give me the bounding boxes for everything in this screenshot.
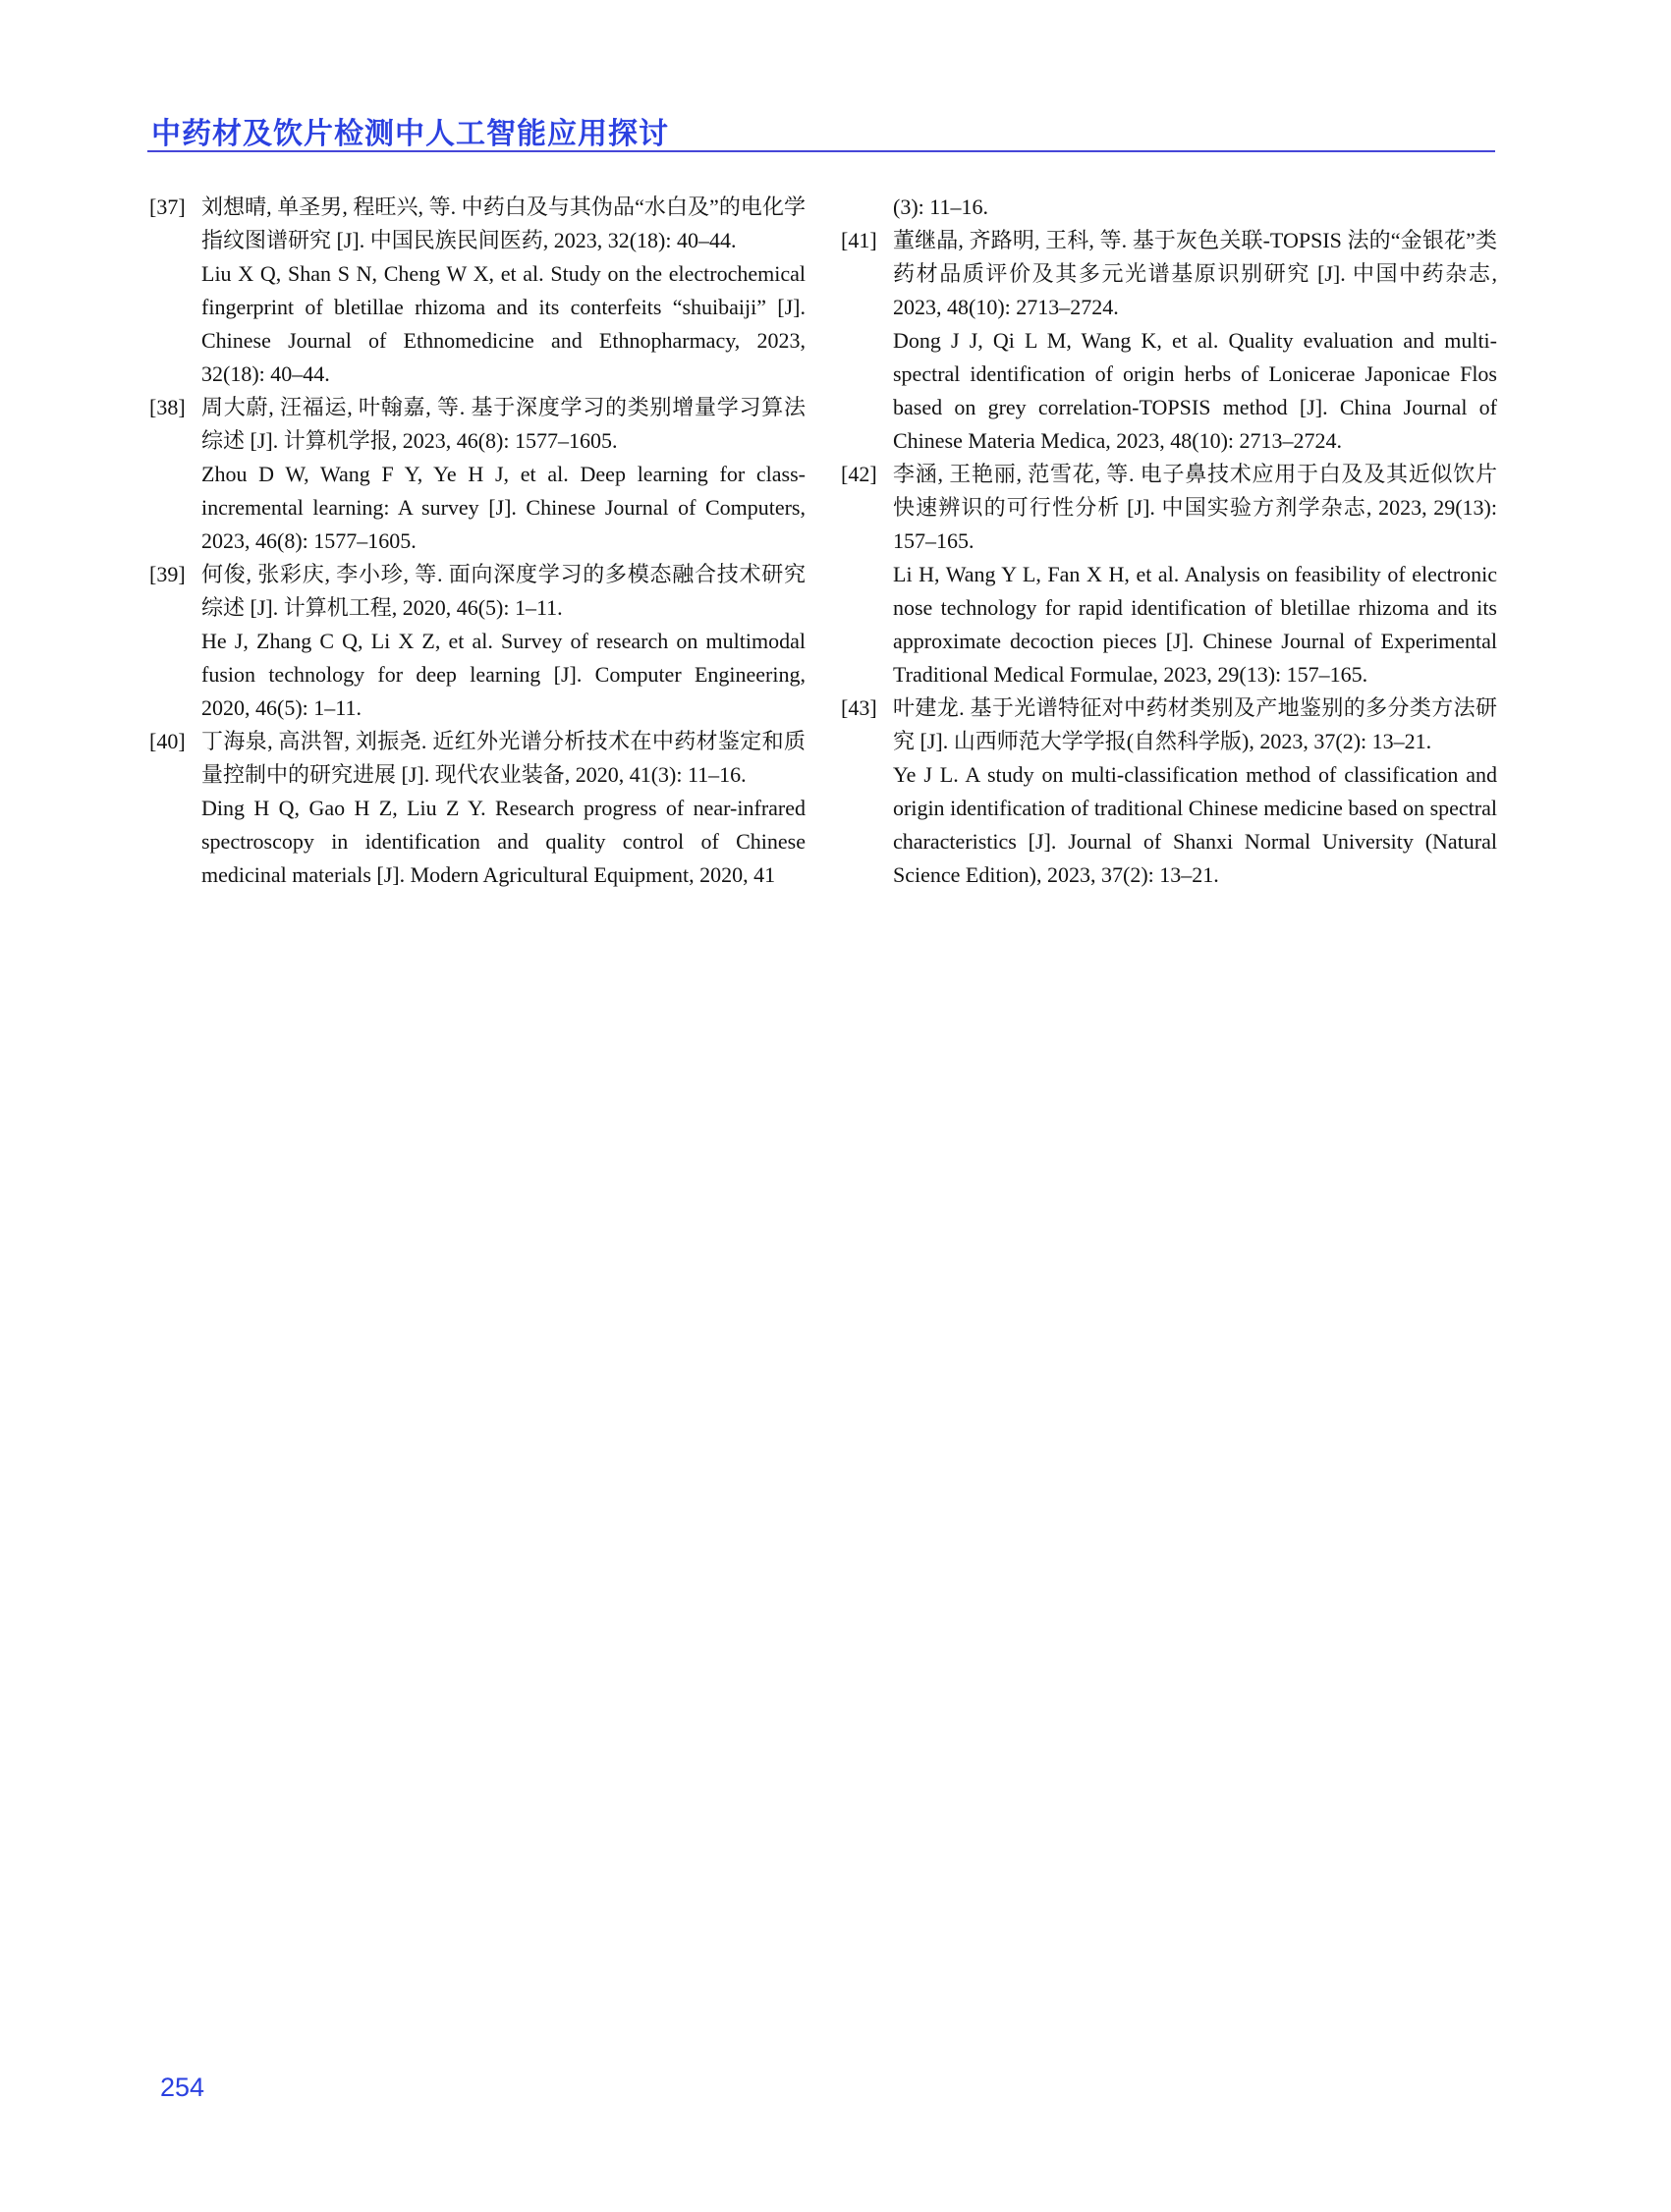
reference-item-41 (841, 224, 1497, 458)
references-column-right (841, 191, 1497, 892)
reference-id: [43] (841, 695, 877, 720)
reference-english-citation: Dong J J, Qi L M, Wang K, et al. Quality evaluation and multi-spectral identification of origin herbs of Lonicerae Japonicae Flos based on grey correlation-TOPSIS method [J]. China Journal of Chinese Materia Medica, 2023, 48(10): 2713–2724. (893, 328, 1497, 453)
reference-id: [40] (149, 729, 186, 753)
reference-id: [39] (149, 562, 186, 586)
reference-english-citation: He J, Zhang C Q, Li X Z, et al. Survey of research on multimodal fusion technology for deep learning [J]. Computer Engineering, 2020, 46(5): 1–11. (201, 629, 806, 720)
reference-item-40 (149, 725, 806, 892)
reference-id: [42] (841, 462, 877, 486)
reference-item-39 (149, 558, 806, 725)
reference-english-citation: Li H, Wang Y L, Fan X H, et al. Analysis on feasibility of electronic nose technology for rapid identification of bletillae rhizoma and its approximate decoction pieces [J]. Chinese Journal of Experimental Traditional Medical Formulae, 2023, 29(13): 157–165. (893, 562, 1497, 687)
reference-chinese-citation: 周大蔚, 汪福运, 叶翰嘉, 等. 基于深度学习的类别增量学习算法综述 [J]. 计算机学报, 2023, 46(8): 1577–1605. (201, 395, 806, 453)
references-section (149, 191, 1497, 892)
reference-body (201, 725, 806, 892)
reference-item-38 (149, 391, 806, 558)
reference-chinese-citation: 刘想晴, 单圣男, 程旺兴, 等. 中药白及与其伪品“水白及”的电化学指纹图谱研究 [J]. 中国民族民间医药, 2023, 32(18): 40–44. (201, 194, 806, 252)
reference-item-42 (841, 458, 1497, 691)
reference-item-40-continuation (841, 191, 1497, 224)
reference-body (893, 691, 1497, 892)
reference-chinese-citation: 何俊, 张彩庆, 李小珍, 等. 面向深度学习的多模态融合技术研究综述 [J]. 计算机工程, 2020, 46(5): 1–11. (201, 562, 806, 620)
reference-body (893, 191, 1497, 224)
reference-english-citation: Liu X Q, Shan S N, Cheng W X, et al. Study on the electrochemical fingerprint of bletillae rhizoma and its conterfeits “shuibaiji” [J]. Chinese Journal of Ethnomedicine and Ethnopharmacy, 2023, 32(18): 40–44. (201, 261, 806, 386)
page-title: 中药材及饮片检测中人工智能应用探讨 (151, 118, 669, 150)
reference-body (201, 558, 806, 725)
reference-chinese-citation: 李涵, 王艳丽, 范雪花, 等. 电子鼻技术应用于白及及其近似饮片快速辨识的可行性分析 [J]. 中国实验方剂学杂志, 2023, 29(13): 157–165. (893, 462, 1497, 553)
reference-chinese-citation: 叶建龙. 基于光谱特征对中药材类别及产地鉴别的多分类方法研究 [J]. 山西师范大学学报(自然科学版), 2023, 37(2): 13–21. (893, 695, 1497, 753)
reference-id: [37] (149, 194, 186, 219)
reference-chinese-citation: 丁海泉, 高洪智, 刘振尧. 近红外光谱分析技术在中药材鉴定和质量控制中的研究进展 [J]. 现代农业装备, 2020, 41(3): 11–16. (201, 729, 806, 787)
reference-english-citation: Ding H Q, Gao H Z, Liu Z Y. Research progress of near-infrared spectroscopy in identification and quality control of Chinese medicinal materials [J]. Modern Agricultural Equipment, 2020, 41 (201, 796, 806, 887)
reference-id: [38] (149, 395, 186, 419)
reference-id: [41] (841, 228, 877, 252)
reference-body (893, 224, 1497, 458)
page-number: 254 (160, 2073, 205, 2102)
reference-english-citation-continuation: (3): 11–16. (893, 194, 988, 219)
reference-english-citation: Zhou D W, Wang F Y, Ye H J, et al. Deep learning for class-incremental learning: A survey [J]. Chinese Journal of Computers, 2023, 46(8): 1577–1605. (201, 462, 806, 553)
reference-body (201, 391, 806, 558)
header-rule (147, 150, 1495, 152)
reference-item-37 (149, 191, 806, 391)
reference-body (201, 191, 806, 391)
reference-body (893, 458, 1497, 691)
reference-english-citation: Ye J L. A study on multi-classification method of classification and origin identification of traditional Chinese medicine based on spectral characteristics [J]. Journal of Shanxi Normal University (Natural Science Edition), 2023, 37(2): 13–21. (893, 762, 1497, 887)
reference-chinese-citation: 董继晶, 齐路明, 王科, 等. 基于灰色关联-TOPSIS 法的“金银花”类药材品质评价及其多元光谱基原识别研究 [J]. 中国中药杂志, 2023, 48(10): 2713–2724. (893, 228, 1497, 319)
reference-item-43 (841, 691, 1497, 892)
references-column-left (149, 191, 806, 892)
